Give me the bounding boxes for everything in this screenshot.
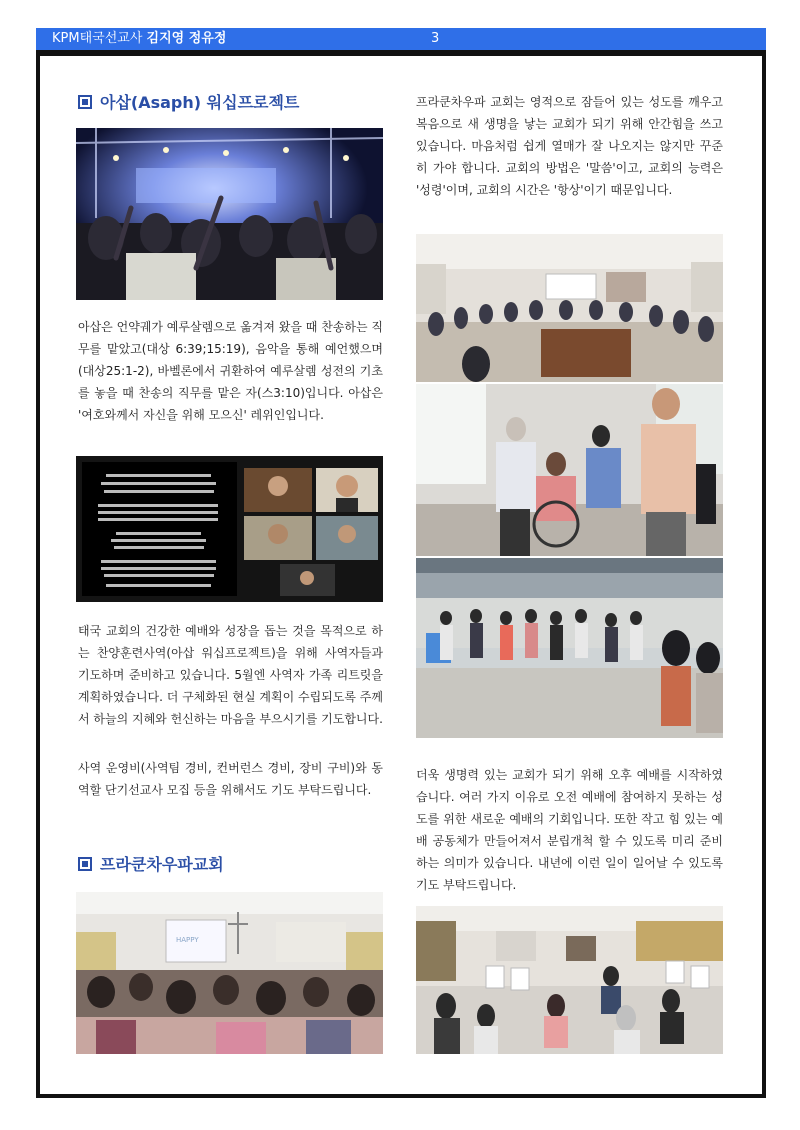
church-paragraph-1-text: 프라쿤차우파 교회는 영적으로 잠들어 있는 성도를 깨우고 복음으로 새 생명을 낳는 교회가 되기 위해 안간힘을 쓰고 있습니다. 마음처럼 쉽게 열매가 잘 나오지는 않지만 꾸준히 가야 합니다. 교회의 방법은 '말씀'이고, 교회의 능력은 '성령'이며, 교회의 시간은 '항상'이기 때문입니다. xyxy=(416,95,723,197)
section-title-church xyxy=(78,853,383,877)
online-meeting-photo xyxy=(76,456,383,602)
asaph-title: 아삽(Asaph) 워십프로젝트 xyxy=(100,93,300,112)
church-title: 프라쿤차우파교회 xyxy=(100,855,224,874)
prayer-photo xyxy=(416,384,723,556)
square-bullet-icon xyxy=(78,857,92,871)
outdoor-worship-photo xyxy=(416,558,723,738)
header-org: KPM태국선교사 김지영 정유정 xyxy=(52,31,227,46)
header-names: 김지영 정유정 xyxy=(146,31,227,46)
asaph-paragraph-3-text: 사역 운영비(사역팀 경비, 컨버런스 경비, 장비 구비)와 동역할 단기선교사 모집 등을 위해서도 기도 부탁드립니다. xyxy=(78,761,383,797)
asaph-paragraph-2 xyxy=(78,620,383,730)
church-service-photo xyxy=(76,892,383,1054)
asaph-paragraph-2-text: 태국 교회의 건강한 예배와 성장을 돕는 것을 목적으로 하는 찬양훈련사역(아삽 워십프로젝트)을 위해 사역자들과 기도하며 준비하고 있습니다. 5월엔 사역자 가족 리트릿을 계획하였습니다. 더 구체화된 현실 계획이 수립되도록 주께서 하늘의 지혜와 헌신하는 마음을 부으시기를 기도합니다. xyxy=(78,624,383,726)
afternoon-service-photo xyxy=(416,906,723,1054)
svg-text:HAPPY: HAPPY xyxy=(176,936,199,944)
asaph-paragraph-3 xyxy=(78,757,383,801)
church-circle-meeting-photo xyxy=(416,234,723,382)
church-paragraph-2-text: 더욱 생명력 있는 교회가 되기 위해 오후 예배를 시작하였습니다. 여러 가지 이유로 오전 예배에 참여하지 못하는 성도를 위한 새로운 예배의 기회입니다. 또한 작고 힘 있는 예배 공동체가 만들어져서 분립개척 할 수 있도록 미리 준비하는 의미가 있습니다. 내년에 이런 일이 일어날 수 있도록 기도 부탁드립니다. xyxy=(416,768,723,892)
worship-concert-photo xyxy=(76,128,383,300)
asaph-paragraph-1-text: 아삽은 언약궤가 예루살렘으로 옮겨져 왔을 때 찬송하는 직무를 맡았고(대상 6:39;15:19), 음악을 통해 예언했으며(대상25:1-2), 바벨론에서 귀환하여 예루살렘 성전의 기초를 놓을 때 찬송의 직무를 맡은 자(스3:10)입니다. 아삽은 '여호와께서 자신을 위해 모으신' 레위인입니다. xyxy=(78,320,383,422)
page-header xyxy=(36,28,766,50)
section-title-asaph xyxy=(78,91,383,115)
church-paragraph-1 xyxy=(416,91,723,201)
church-paragraph-2 xyxy=(416,764,723,896)
square-bullet-icon xyxy=(78,95,92,109)
asaph-paragraph-1 xyxy=(78,316,383,426)
page-number: 3 xyxy=(431,31,440,46)
